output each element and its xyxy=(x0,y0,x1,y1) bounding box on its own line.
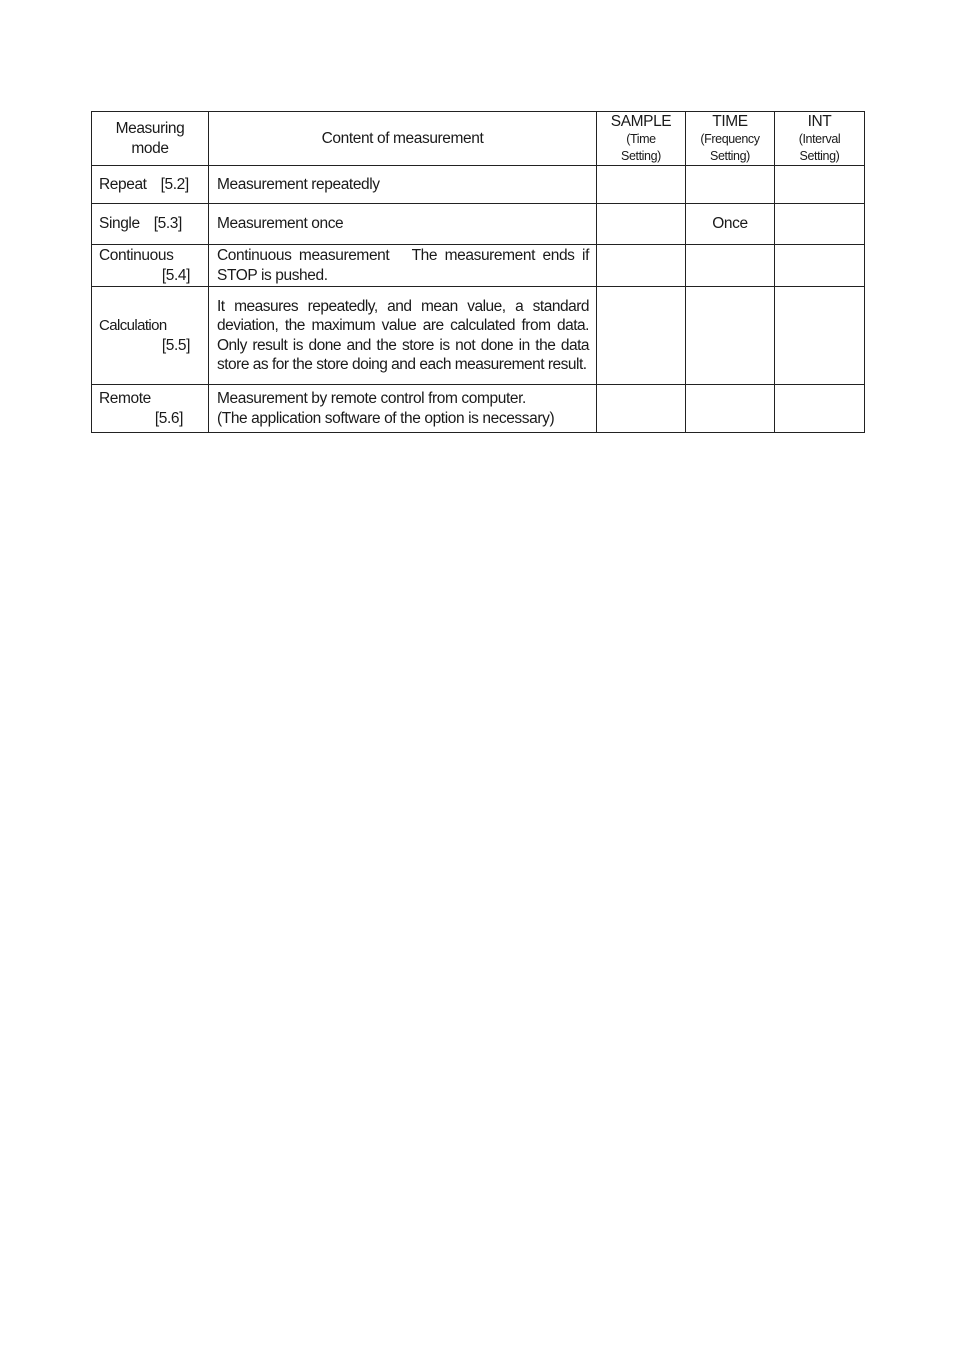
content-cell: Continuous measurement The measurement ends if STOP is pushed. xyxy=(209,245,597,287)
sample-cell xyxy=(597,385,686,433)
mode-name: Continuous xyxy=(99,247,174,264)
content-line: Measurement by remote control from computer. xyxy=(217,390,526,407)
mode-cell xyxy=(92,245,209,287)
sample-cell xyxy=(597,287,686,385)
mode-name: Calculation xyxy=(99,317,167,334)
mode-name: Repeat xyxy=(99,175,147,193)
table-row-remote xyxy=(92,385,865,433)
content-cell: It measures repeatedly, and mean value, a standard deviation, the maximum value are calculated from data. Only result is done and the store is not done in the data store as for the store doing and each measurement result. xyxy=(209,287,597,385)
time-cell xyxy=(686,245,775,287)
int-cell xyxy=(775,287,865,385)
measuring-mode-table xyxy=(91,111,865,433)
sample-cell xyxy=(597,166,686,204)
header-sample-label: SAMPLE xyxy=(610,113,672,130)
header-sample-sub: (Time Setting) xyxy=(621,132,661,163)
time-cell: Once xyxy=(686,204,775,245)
sample-cell xyxy=(597,204,686,245)
int-cell xyxy=(775,245,865,287)
header-int-sub: (Interval Setting) xyxy=(798,132,841,163)
mode-cell xyxy=(92,385,209,433)
table-row-single xyxy=(92,204,865,245)
content-cell: Measurement repeatedly xyxy=(209,166,597,204)
header-sample xyxy=(597,112,686,166)
time-cell xyxy=(686,166,775,204)
content-cell xyxy=(209,385,597,433)
table-row-continuous xyxy=(92,245,865,287)
content-cell: Measurement once xyxy=(209,204,597,245)
header-int xyxy=(775,112,865,166)
table-row-calculation xyxy=(92,287,865,385)
mode-ref: [5.6] xyxy=(154,409,183,427)
header-time-label: TIME xyxy=(712,113,748,130)
mode-ref: [5.2] xyxy=(160,175,189,193)
header-time xyxy=(686,112,775,166)
content-line: (The application software of the option is necessary) xyxy=(217,409,555,427)
int-cell xyxy=(775,385,865,433)
mode-ref: [5.5] xyxy=(161,336,190,354)
mode-name: Remote xyxy=(99,390,151,407)
mode-cell xyxy=(92,204,209,245)
int-cell xyxy=(775,166,865,204)
mode-ref: [5.3] xyxy=(153,215,182,233)
int-cell xyxy=(775,204,865,245)
mode-ref: [5.4] xyxy=(161,266,190,284)
header-measuring-mode: Measuring mode xyxy=(92,112,209,166)
mode-cell xyxy=(92,166,209,204)
header-int-label: INT xyxy=(807,113,832,130)
header-content-of-measurement: Content of measurement xyxy=(209,112,597,166)
sample-cell xyxy=(597,245,686,287)
header-time-sub: (Frequency Setting) xyxy=(700,132,760,163)
table-header-row xyxy=(92,112,865,166)
table-row-repeat xyxy=(92,166,865,204)
time-cell xyxy=(686,287,775,385)
mode-cell xyxy=(92,287,209,385)
mode-name: Single xyxy=(99,215,140,233)
time-cell xyxy=(686,385,775,433)
